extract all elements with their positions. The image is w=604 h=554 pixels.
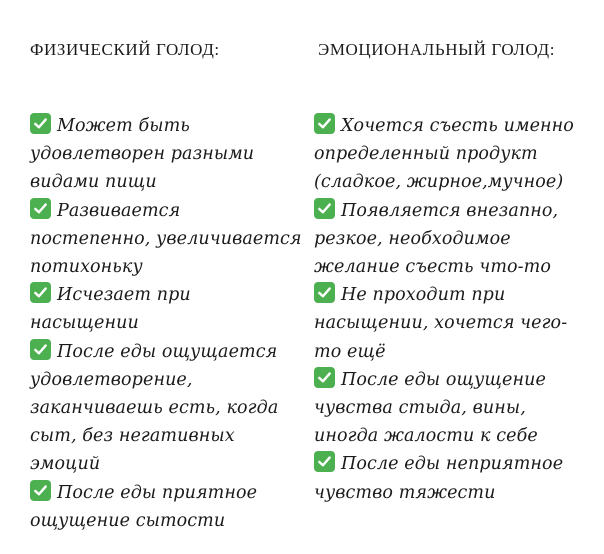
list-item-line (314, 140, 598, 168)
check-mark-icon (314, 367, 335, 388)
list-item-text: то ещё (314, 341, 386, 362)
check-mark-icon (30, 198, 51, 219)
list-item-text: видами пищи (30, 172, 157, 193)
list-item-line (30, 168, 298, 196)
list-item-line (30, 309, 298, 337)
list-item-line (314, 479, 598, 507)
check-mark-icon (30, 113, 51, 134)
list-item (314, 197, 598, 282)
list-item-line (30, 394, 298, 422)
list-item-text: иногда жалости к себе (314, 426, 538, 447)
list-item-text: постепенно, увеличивается (30, 228, 302, 249)
list-item (314, 281, 598, 366)
list-item-line (314, 366, 598, 394)
list-item-text: удовлетворен разными (30, 144, 255, 165)
physical-hunger-heading: ФИЗИЧЕСКИЙ ГОЛОД: (30, 40, 220, 59)
check-mark-icon (30, 282, 51, 303)
list-item-text: желание съесть что-то (314, 257, 552, 278)
list-item-text: Исчезает при (57, 285, 191, 306)
list-item-text: После еды неприятное (341, 454, 564, 475)
check-mark-icon (314, 451, 335, 472)
list-item-text: насыщении, хочется чего- (314, 313, 568, 334)
list-item-line (314, 422, 598, 450)
list-item-line (30, 366, 298, 394)
list-item-text: После еды приятное (57, 482, 258, 503)
list-item-line (314, 168, 598, 196)
list-item-text: удовлетворение, (30, 369, 193, 390)
check-mark-icon (314, 113, 335, 134)
list-item (30, 479, 298, 535)
list-item-text: Хочется съесть именно (341, 116, 574, 136)
list-item-line (314, 450, 598, 478)
list-item (30, 112, 298, 197)
check-mark-icon (314, 282, 335, 303)
list-item-line (30, 507, 298, 535)
list-item-text: потихоньку (30, 257, 143, 278)
list-item (30, 197, 302, 282)
list-item-line (30, 140, 298, 168)
list-item-line (314, 394, 598, 422)
list-item-text: (сладкое, жирное,мучное) (314, 172, 564, 193)
list-item-text: эмоций (30, 454, 101, 475)
list-item-line (314, 309, 598, 337)
list-item-line (30, 450, 298, 478)
list-item-text: резкое, необходимое (314, 228, 511, 249)
list-item-line (30, 253, 298, 281)
list-item-text: сыт, без негативных (30, 426, 235, 447)
list-item-text: насыщении (30, 313, 139, 334)
list-item-text: Появляется внезапно, (341, 200, 559, 221)
list-item-line (314, 338, 598, 366)
list-item-text: чувства стыда, вины, (314, 398, 526, 419)
physical-hunger-list (30, 112, 302, 535)
emotional-hunger-list (314, 112, 598, 507)
list-item-text: Может быть (57, 116, 190, 136)
list-item-line (30, 281, 298, 309)
list-item (314, 112, 598, 197)
emotional-hunger-heading: ЭМОЦИОНАЛЬНЫЙ ГОЛОД: (318, 40, 556, 59)
list-item-text: чувство тяжести (314, 482, 496, 503)
list-item (30, 338, 298, 479)
list-item-text: ощущение сытости (30, 510, 226, 531)
list-item (314, 366, 598, 451)
list-item (30, 281, 298, 337)
list-item-text: После еды ощущается (57, 341, 278, 362)
check-mark-icon (30, 339, 51, 360)
list-item-line (30, 197, 298, 225)
list-item (314, 450, 598, 506)
list-item-text: После еды ощущение (341, 369, 546, 390)
list-item-line (314, 112, 598, 140)
list-item-line (30, 479, 298, 507)
list-item-text: определенный продукт (314, 144, 538, 165)
list-item-text: Не проходит при (341, 285, 506, 306)
check-mark-icon (314, 198, 335, 219)
list-item-text: заканчиваешь есть, когда (30, 398, 279, 419)
list-item-line (30, 422, 298, 450)
list-item-line (314, 253, 598, 281)
list-item-line (314, 225, 598, 253)
list-item-line (30, 338, 298, 366)
list-item-line (314, 281, 598, 309)
list-item-line (30, 225, 302, 253)
list-item-text: Развивается (57, 200, 181, 221)
list-item-line (30, 112, 298, 140)
check-mark-icon (30, 480, 51, 501)
list-item-line (314, 197, 598, 225)
